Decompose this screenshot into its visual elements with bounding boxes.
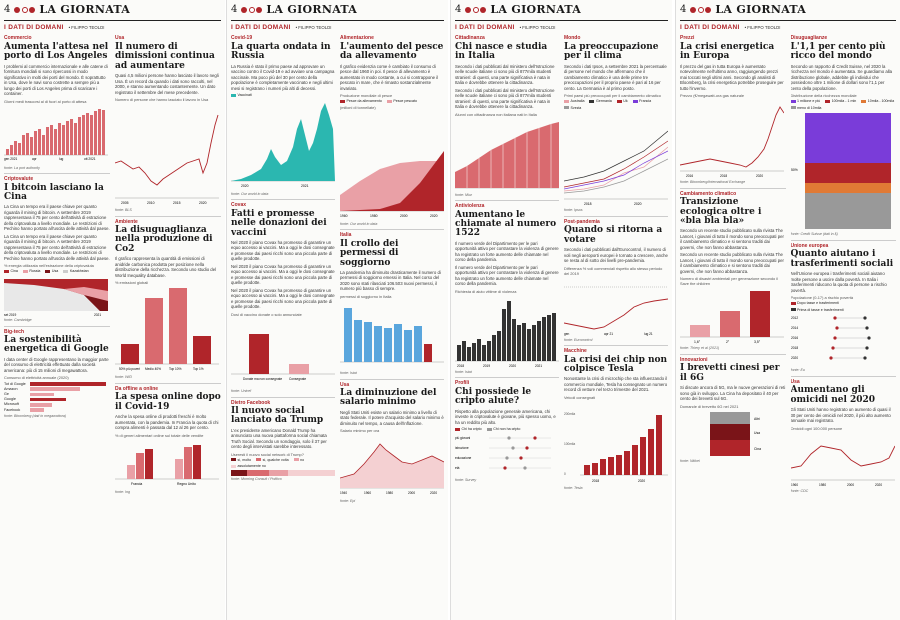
source: fonte: Bloomberg/International Exchange — [680, 180, 746, 185]
x-label: 1980 — [370, 213, 378, 218]
legend: Pesce da allevamento Pesce pescato — [340, 99, 444, 104]
article-body: Il prezzo del gas in tutta Europa è aumentato notevolmente nell'ultimo anno, raggiungendo prezzi mai toccati negli ultimi anni. Secondo gli analisti di Bloomberg, la crisi energetica potrebbe proseguire per tutto l'inverno. — [680, 63, 784, 91]
column-1 — [680, 34, 786, 495]
x-label: 2018 — [457, 363, 465, 368]
article-title: Transizione ecologica oltre i «bla bla bla» — [680, 197, 762, 226]
x-label: 2020 — [509, 363, 517, 368]
rubric: Da offline a online — [115, 383, 221, 392]
source: fonte: Ipsos — [564, 208, 583, 213]
unit-label: (milioni di tonnellate) — [340, 104, 376, 110]
source: fonte: Eurocontrol — [564, 337, 593, 342]
rubric: Covid-19 — [231, 35, 253, 42]
permessi-chart — [340, 300, 444, 370]
article-body: Secondo i dati pubblicati dal ministero dell'Istruzione nelle scuole italiane ci sono più di 877mila studenti stranieri: di questi, una parte significativa è nata in Italia e dovrebbe ottenere la cittadinanza. — [455, 63, 555, 86]
chart-caption: Giorni medi trascorsi al di fuori al porto di attesa — [4, 98, 87, 104]
x-label: 2021 — [94, 313, 102, 318]
article-title: L'1,1 per cento più ricco del mondo — [790, 41, 886, 62]
salario-chart — [340, 434, 444, 498]
chart-caption: Consumo di elettricità annuale (2020) — [4, 375, 69, 381]
x-label: 2020 — [199, 201, 207, 206]
source: fonte: Eu — [790, 368, 805, 373]
bar-medio — [145, 298, 163, 364]
x-label: 2020 — [430, 213, 438, 218]
x-label: 2021 — [301, 183, 309, 188]
article-title: Chi nasce e studia in Italia — [455, 41, 548, 62]
article-body: Secondo un recente studio pubblicato sulla rivista The Lancet, i giovani di tutto il mondo sono preoccupati per il cambiamento climatico e si sentono traditi dai governi, che non fanno abbastanza. — [680, 228, 784, 250]
source: fonte: Thiery et al (2021) — [680, 346, 720, 351]
cripto-dot-chart — [455, 433, 559, 477]
newspaper-title: LA GIORNATA — [715, 2, 807, 16]
rubric: Macchine — [564, 345, 668, 354]
article-title: La crisi dei chip non colpisce Tesla — [564, 354, 668, 375]
section-header: I DATI DI DOMANI • FILIPPO TEOLDI — [4, 24, 105, 31]
rubric: Disuguaglianze — [790, 35, 828, 42]
x-label: 2000 — [408, 491, 416, 496]
x-label: 2018 — [584, 202, 592, 207]
masthead — [680, 0, 896, 21]
article-title: La spesa online dopo il Covid-19 — [115, 392, 221, 412]
source: fonte: La port authority — [4, 165, 40, 170]
article-body: Il grafico rappresenta la quantità di emissioni di anidride carbonica prodotta per posizione nella distribuzione della ricchezza. Secondo uno studio del World Inequality database. — [115, 256, 217, 278]
x-label: Top 10% — [169, 367, 182, 372]
rubric: Usa — [340, 379, 444, 388]
x-label: apr 21 — [604, 331, 614, 336]
page-number: 4 — [680, 3, 687, 15]
chart-caption: % energia utilizzata nell'estrazione della criptovaluta — [4, 263, 94, 269]
x-label: 3,5° — [754, 340, 761, 345]
x-label: apr — [32, 156, 37, 161]
article-body: Anche la spesa online di prodotti freschi è molto aumentata, con la pandemia. In Francia la quota di chi compra alimenti è passata dal 12 al 26 per cento. — [115, 414, 219, 431]
page-4 — [675, 0, 900, 620]
legend: Australia Germania Uk Francia Svezia — [564, 99, 668, 110]
masthead — [455, 0, 668, 21]
logo-dots-icon — [465, 7, 486, 13]
source: fonte: BLS — [115, 208, 132, 213]
rubric: Profili — [455, 377, 559, 386]
chart-caption: Omicidi ogni 100.000 persone — [790, 425, 843, 431]
chart-caption: Prezzo (€/megawatt-ora gas naturale — [680, 93, 745, 99]
article-body: La Russia è stato il primo paese ad approvare un vaccino contro il Covid-19 e ad avviare una campagna vaccinale. Ma poco più del 30 per cento della popolazione è completamente vaccinato e negli ultimi mesi si registrano i numeri più alti di decessi. — [231, 63, 335, 91]
logo-dots-icon — [14, 7, 35, 13]
la-port-chart — [4, 105, 108, 165]
clima-chart — [564, 111, 668, 207]
x-label: 2020 — [241, 183, 249, 188]
article-body: Negli Stati Uniti esiste un salario minimo a livello di stato federale. Il potere d'acquisto del salario minimo è diminuito nel tempo, a causa dell'inflazione. — [340, 409, 444, 426]
x-label: ott 2021 — [84, 156, 96, 161]
rubric: Antiviolenza — [455, 200, 559, 209]
chart-caption: Primi paesi più preoccupati per il cambiamento climatico — [564, 93, 661, 99]
x-label: 2005 — [121, 201, 129, 206]
x-label: 2019 — [483, 363, 491, 368]
svg-text:Cina: Cina — [754, 446, 761, 451]
article-title: La preoccupazione per il clima — [564, 41, 659, 62]
bitcoin-chart — [4, 275, 108, 317]
source: fonte: Nikkei — [680, 458, 700, 463]
svg-text:Usa: Usa — [754, 430, 761, 435]
column-2 — [564, 34, 668, 492]
chart-caption: % emissioni globali — [115, 280, 149, 286]
trump-stacked-bar — [231, 470, 335, 476]
vaccini-chart — [231, 318, 335, 388]
article-title: Fatti e promesse nelle donazioni dei vaccini — [231, 208, 327, 238]
logo-dots-icon — [241, 7, 262, 13]
section-header: I DATI DI DOMANI • FILIPPO TEOLDI — [680, 24, 781, 31]
article-body: La pandemia ha diminuito drasticamente il numero di permessi di soggiorno emessi in Italia. Nel corso del 2020 sono stati rilasciati 106.503 nuovi permessi, il numero più basso di sempre. — [340, 269, 441, 292]
ricchezza-chart — [791, 111, 895, 231]
dimissioni-chart — [115, 103, 219, 207]
page-3 — [450, 0, 672, 620]
article-body-cont: Nel 2020 il piano Covax ha promesso di garantire un equo accesso ai vaccini. Ma a oggi le dosi consegnate e promesse dai paesi ricchi sono una piccola parte di quelle prodotte. — [231, 263, 335, 286]
page-number: 4 — [4, 3, 11, 15]
pesce-chart — [340, 111, 444, 221]
rubric: Post-pandemia — [564, 216, 668, 225]
svg-text:Altri: Altri — [754, 416, 760, 421]
rubric: Ambiente — [115, 216, 221, 225]
source: fonte: Istat — [455, 369, 472, 374]
article-body-cont: La Cina un tempo era il paese chiave per quanto riguarda il mining di bitcoin. A settembre 2019 rappresentava il 75 per cento dell'attività di estrazione della criptovaluta a livello mondiale. Le restrizioni di Pechino hanno portato all'uscita delle attività dal paese. — [4, 233, 110, 261]
x-label: 2000 — [400, 213, 408, 218]
newspaper-title: LA GIORNATA — [490, 2, 582, 16]
source: fonte: Epi — [340, 499, 356, 504]
chart-caption: Numero di disastri ambientali per generazione secondo il Save the children — [680, 276, 778, 287]
chart-caption: Dosi di vaccino donate o solo annunciate — [231, 311, 302, 317]
x-label: 2018 — [720, 174, 728, 179]
chart-caption: Salario minimo per ora — [340, 428, 380, 434]
x-label: 2000 — [846, 482, 854, 487]
source: fonte: Survey — [455, 477, 477, 482]
welfare-dot-chart — [791, 313, 895, 367]
article-title: Quando si ritorna a votare — [564, 225, 663, 245]
chart-caption: Distribuzione della ricchezza mondiale — [790, 93, 857, 99]
x-label: 1980 — [818, 482, 826, 487]
svg-text:200mila: 200mila — [564, 411, 576, 416]
legend: Cina Russia Usa Kazakhstan — [4, 269, 110, 274]
article-body-cont: Secondo un recente studio pubblicato sulla rivista The Lancet, i giovani di tutto il mondo sono preoccupati per il cambiamento climatico e si sentono traditi dai governi, che non fanno abbastanza. — [680, 252, 784, 274]
svg-text:più giovani: più giovani — [455, 435, 471, 440]
x-label: 2020 — [874, 482, 882, 487]
tesla-chart — [564, 401, 668, 485]
x-label: lug — [59, 156, 64, 161]
article-title: I bitcoin lasciano la Cina — [4, 182, 104, 202]
rubric: Innovazioni — [680, 354, 786, 363]
masthead — [231, 0, 444, 21]
x-label: gen — [564, 331, 570, 336]
article-body: Si discute ancora di 5G, ma le nuove generazioni di reti sono già in sviluppo. La Cina ha depositato il 40 per cento dei brevetti sul 6G. — [680, 385, 786, 402]
legend: Dopo tasse e trasferimenti Prima di tasse e trasferimenti — [791, 301, 897, 312]
x-label: Donate ma non consegnate — [243, 376, 283, 381]
source: fonte: Istat — [340, 370, 357, 375]
article-title: I brevetti cinesi per il 6G — [680, 363, 780, 383]
x-label: 2010 — [147, 201, 155, 206]
source: fonte: Bloomberg (dati in megawattora) — [4, 413, 67, 418]
x-label: 1940 — [340, 491, 348, 496]
article-title: Il nuovo social lanciato da Trump — [231, 405, 324, 426]
source: fonte: CDC — [790, 488, 809, 493]
page-number: 4 — [455, 3, 462, 15]
chart-caption: Veicoli consegnati — [564, 394, 596, 400]
x-label: Top 1% — [193, 367, 204, 372]
section-header: I DATI DI DOMANI • FILIPPO TEOLDI — [231, 24, 332, 31]
rubric: Big-tech — [4, 326, 110, 335]
bar-top10 — [169, 288, 187, 364]
x-label: 1960 — [364, 491, 372, 496]
chart-caption: Useresti il nuovo social network di Trump? — [231, 451, 304, 457]
axis-label: 50% — [790, 168, 798, 173]
rubric: Covax — [231, 199, 335, 208]
article-body-cont: Il numero verde del Dipartimento per le pari opportunità attivo per contrastare la violenza di genere ha registrato un forte aumento delle chiamate nel corso della pandemia. — [455, 264, 559, 287]
bar-top1 — [193, 336, 211, 364]
article-title: La diminuzione del salario minimo — [340, 387, 437, 408]
legend: Chi ha cripto Chi non ha cripto — [455, 427, 559, 432]
co2-chart — [115, 286, 219, 374]
rubric: Usa — [791, 376, 897, 385]
article-body: Rispetto alla popolazione generale americana, chi investe in criptovalute è giovane, più spesso uomo, e ha un reddito più alto. — [455, 408, 556, 425]
bar-poveri — [121, 344, 139, 364]
x-label: 1,6° — [694, 340, 701, 345]
chart-caption: permessi di soggiorno in Italia — [340, 293, 392, 299]
article-body: Secondo un rapporto di Credit Suisse, nel 2020 la ricchezza nel mondo è aumentata. Se guardiamo alla distribuzione globale, addebite gli individui che possiedono oltre 1 milione di dollari sono l'1,1 per cento della popolazione. — [790, 63, 893, 91]
article-title: Aumenta l'attesa nel porto di Los Angeles — [4, 41, 109, 62]
x-label: 1980 — [386, 491, 394, 496]
article-body: Secondo i dati pubblicati dall'Eurocontrol, il numero di voli negli aeroporti europei è tornato a crescere, anche se resta al di sotto dei livelli pre-pandemia. — [564, 247, 668, 264]
antiviolenza-chart — [455, 295, 559, 369]
logo-dots-icon — [690, 7, 711, 13]
masthead — [4, 0, 221, 21]
chart-caption: Numero di persone che hanno lasciato il lavoro in Usa — [115, 97, 209, 103]
x-label: Medio 40% — [145, 367, 161, 372]
svg-text:2016: 2016 — [790, 336, 798, 341]
article-body: Nonostante la crisi di microchip che sta influenzando il commercio mondiale, Tesla ha consegnato un numero record di vetture nel terzo trimestre del 2021. — [564, 376, 668, 393]
rubric: Commercio — [4, 35, 32, 42]
spesa-chart — [115, 439, 219, 489]
x-label: 2° — [726, 340, 730, 345]
x-label: 2016 — [686, 174, 694, 179]
column-1 — [455, 34, 559, 492]
rubric: Italia — [340, 229, 444, 238]
column-2 — [340, 34, 444, 506]
rubric: Unione europea — [791, 240, 897, 249]
article-title: La disuguaglianza nella produzione di Co2 — [115, 225, 213, 254]
transizione-chart — [680, 287, 784, 345]
covid-chart — [231, 99, 335, 191]
article-title: Aumentano le chiamate al numero 1522 — [455, 209, 557, 239]
x-label: gen 2021 — [4, 156, 18, 161]
column-1 — [231, 34, 335, 506]
rubric: Dietro Facebook — [231, 397, 335, 406]
source: fonte: Our world in data — [340, 221, 378, 226]
page-1 — [0, 0, 225, 620]
article-title: Il crollo dei permessi di soggiorno — [340, 238, 399, 268]
article-body: I problemi al commercio internazionale e alle catene di fornitura mondiali si sono ripercossi in modo significativo in molti dei porti del mondo. È soprattutto in Usa, dove le navi sono costrette a sempre più a lungo dei porti di Los Angeles prima di scaricare i container. — [4, 63, 108, 97]
chart-caption: Differenza % voli commerciali rispetto allo stesso periodo del 2019 — [564, 265, 663, 276]
column-1 — [4, 34, 110, 496]
article-body: Gli Stati Uniti hanno registrato un aumento di quasi il 30 per cento dei omicidi nel 2020, il più alto aumento annuale mai registrato. — [790, 407, 891, 424]
x-label: 2020 — [756, 174, 764, 179]
legend: 1 milione e più 100mila - 1 mln 10mila - 100mila meno di 10mila — [791, 99, 897, 110]
x-label: 2021 — [535, 363, 543, 368]
section-header: I DATI DI DOMANI • FILIPPO TEOLDI — [455, 24, 556, 31]
source: fonte: Miur — [455, 192, 472, 197]
svg-text:2018: 2018 — [790, 346, 798, 351]
article-body: Quasi 4,5 milioni persone hanno lasciato il lavoro negli Usa. È un record da quando i dati sono raccolti, nel 2000, e stanno aumentando costantemente. Un dato registrato il settembre del mese precedente. — [115, 73, 219, 95]
rubric: Cittadinanza — [455, 35, 485, 42]
source: fonte: WID — [115, 375, 132, 380]
svg-text:educazione: educazione — [455, 455, 472, 460]
article-title: La quarta ondata in Russia — [231, 41, 331, 62]
page-number: 4 — [231, 3, 238, 15]
rubric: Mondo — [564, 35, 581, 42]
legend: Vaccinati — [231, 93, 335, 98]
article-body: Il numero verde del Dipartimento per le pari opportunità attivo per contrastare la violenza di genere ha registrato un forte aumento delle chiamate nel corso della pandemia. — [455, 240, 559, 263]
legend: sì, molto sì, qualche volta no assolutamente no — [231, 458, 335, 469]
column-2 — [791, 34, 897, 495]
svg-text:2020: 2020 — [790, 356, 798, 361]
article-title: La sostenibilità energetica di Google — [4, 335, 109, 355]
x-label: set 2019 — [4, 313, 17, 318]
article-body: I data center di Google rappresentano la maggior parte del consumo di elettricità effettuato dalla società americana: più di 15 milioni di megawattora. — [4, 356, 109, 373]
chart-caption: Richiesta di aiuto vittime di violenza — [455, 288, 517, 294]
article-body-cont: Nel 2020 il piano Covax ha promesso di garantire un equo accesso ai vaccini. Ma a oggi le dosi consegnate e promesse dai paesi ricchi sono una piccola parte di quelle prodotte. — [231, 287, 335, 310]
x-label: 2020 — [634, 202, 642, 207]
energia-chart — [680, 99, 784, 179]
article-title: Aumentano gli omicidi nel 2020 — [790, 385, 876, 405]
chart-caption: Alunni con cittadinanza non italiana nati in Italia — [455, 111, 537, 117]
article-body: Il grafico evidenzia come è cambiato il consumo di pesce dal 1960 in poi. Il pesce di allevamento è aumentato in modo costante, a cui si contrappone il pescato in mare, che è rimasto sostanzialmente invariato. — [340, 63, 439, 91]
brevetti-chart — [680, 410, 784, 458]
svg-text:0: 0 — [564, 471, 566, 476]
svg-text:istruzione: istruzione — [455, 445, 469, 450]
chart-caption: Produzione mondiale di pesce — [340, 93, 393, 99]
x-label: 2015 — [173, 201, 181, 206]
x-label: 1960 — [340, 213, 348, 218]
chart-caption: Popolazione (0-17) a rischio povertà — [790, 295, 854, 301]
x-label: 2020 — [430, 491, 438, 496]
omicidi-chart — [791, 432, 895, 488]
article-title: La crisi energetica in Europa — [680, 41, 775, 62]
article-title: Quanto aiutano i trasferimenti sociali — [790, 249, 894, 269]
x-label: 2018 — [592, 478, 600, 483]
rubric: Usa — [115, 35, 125, 42]
source: fonte: Unicef — [231, 388, 252, 393]
x-label: Regno Unito — [177, 481, 196, 486]
source: fonte: Tesla — [564, 485, 583, 490]
source: fonte: Cambridge — [4, 318, 32, 323]
page-2 — [226, 0, 448, 620]
article-body: L'ex presidente americano Donald Trump ha annunciato una nuova piattaforma social chiamata Truth Social. Secondo un sondaggio, solo il 37 per cento degli intervistati sarebbe interessato. — [231, 427, 327, 450]
svg-text:età: età — [455, 465, 460, 470]
cittadinanza-chart — [455, 118, 559, 192]
x-label: 2020 — [638, 478, 646, 483]
rubric: Prezzi — [680, 35, 695, 42]
rubric: Alimentazione — [340, 35, 374, 42]
x-label: Consegnate — [289, 376, 307, 381]
chart-caption: Domande di brevetto 6G nel 2021 — [680, 403, 739, 409]
voli-chart — [564, 277, 668, 337]
article-body-cont: Secondo i dati pubblicati dal ministero dell'Istruzione nelle scuole italiane ci sono più di 877mila studenti stranieri: di questi, una parte significativa è nata in Italia e dovrebbe ottenere la cittadinanza. — [455, 87, 555, 110]
x-label: Francia — [131, 481, 143, 486]
newspaper-title: LA GIORNATA — [266, 2, 358, 16]
article-body: Nel 2020 il piano Covax ha promesso di garantire un equo accesso ai vaccini. Ma a oggi le dosi consegnate e promesse dai paesi ricchi sono una piccola parte di quelle prodotte. — [231, 239, 335, 262]
chart-caption: % di generi alimentari online sul totale delle vendite — [115, 432, 204, 438]
article-title: L'aumento del pesce da allevamento — [340, 41, 444, 62]
article-body: Nell'Unione europea i trasferimenti sociali aiutano molte persone a uscire dalla povertà. In Italia i trasferimenti riducono la quota di persone a rischio povertà. — [790, 271, 887, 293]
source: fonte: Credit Suisse (dati in $) — [790, 232, 838, 237]
source: fonte: Ing — [115, 489, 130, 494]
newspaper-title: LA GIORNATA — [39, 2, 131, 16]
source: fonte: Our world in data — [231, 191, 269, 196]
article-body: Secondo i dati Ipsos, a settembre 2021 la percentuale di persone nel mondo che affermano che il cambiamento climatico è una delle prime tre preoccupazioni per il proprio paese è pari al 16 per cento. La Germania è al primo posto. — [564, 63, 667, 91]
svg-text:2012: 2012 — [790, 316, 798, 321]
x-label: lug 21 — [644, 331, 653, 336]
google-bars: Tot di Google Amazon Ge Google Microsoft Facebook — [4, 381, 110, 412]
rubric: Criptovalute — [4, 173, 110, 182]
article-title: Il numero di dimissioni continua ad aumentare — [115, 41, 215, 71]
source: fonte: Morning Consult / Politico — [231, 477, 282, 482]
x-label: 1960 — [790, 482, 798, 487]
rubric: Cambiamento climatico — [680, 188, 786, 197]
x-label: 50% più poveri — [119, 367, 141, 372]
article-title: Chi possiede le cripto alute? — [455, 386, 532, 407]
column-2 — [115, 34, 221, 496]
svg-text:100mila: 100mila — [564, 441, 576, 446]
article-body: La Cina un tempo era il paese chiave per quanto riguarda il mining di bitcoin. A settembre 2019 rappresentava il 75 per cento dell'attività di estrazione della criptovaluta a livello mondiale. Le restrizioni di Pechino hanno portato all'uscita delle attività dal paese. — [4, 204, 110, 232]
svg-text:2014: 2014 — [790, 326, 798, 331]
